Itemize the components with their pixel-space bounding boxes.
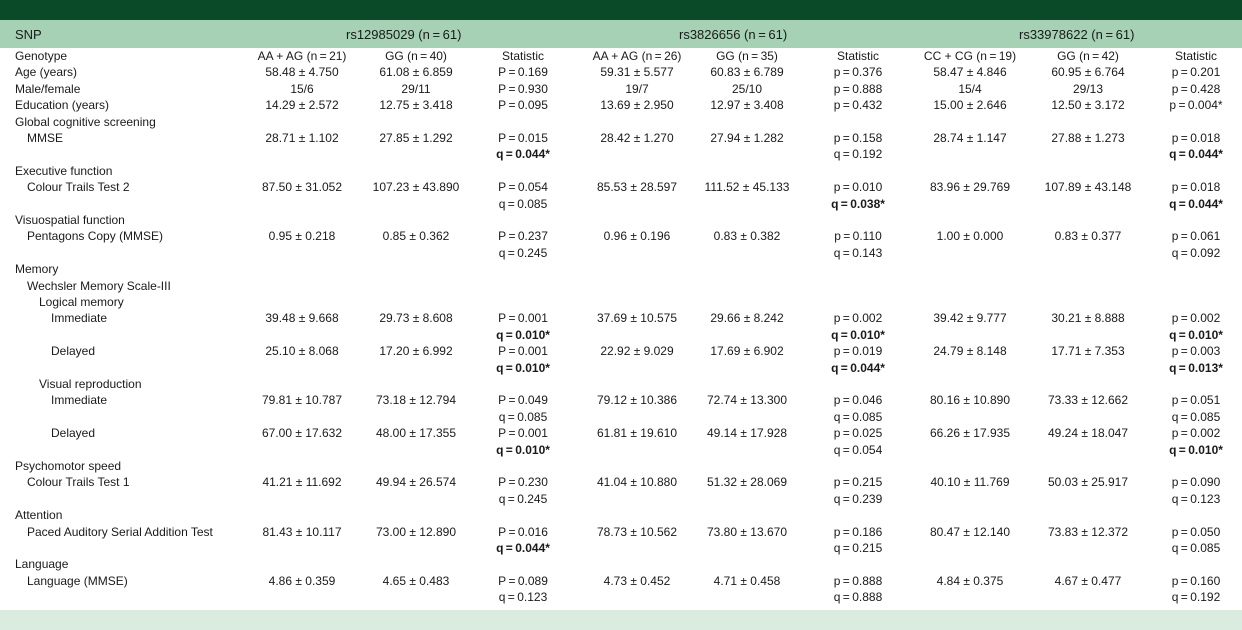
table-row <box>0 392 1242 408</box>
table-cell: 27.85 ± 1.292 <box>379 131 453 145</box>
table-row <box>0 425 1242 441</box>
table-cell: 59.31 ± 5.577 <box>600 65 674 80</box>
table-cell: q = 0.054 <box>833 442 883 457</box>
table-cell: 73.33 ± 12.662 <box>1048 393 1128 408</box>
table-cell: P = 0.237 <box>498 229 548 244</box>
table-cell: q = 0.010* <box>496 360 550 375</box>
header-group-rs3826656: rs3826656 (n = 61) <box>679 27 788 42</box>
table-cell: p = 0.010 <box>833 180 883 195</box>
table-row <box>0 64 1242 80</box>
table-cell: P = 0.016 <box>498 524 548 539</box>
row-label: Immediate <box>51 393 108 408</box>
table-row <box>0 458 1242 474</box>
table-cell: q = 0.085 <box>1171 541 1221 555</box>
table-cell: q = 0.215 <box>833 541 883 555</box>
table-cell: 25.10 ± 8.068 <box>265 344 339 359</box>
table-cell: 40.10 ± 11.769 <box>930 475 1010 490</box>
table-cell: 79.81 ± 10.787 <box>262 393 342 408</box>
table-cell: 73.00 ± 12.890 <box>376 524 456 539</box>
table-cell: p = 0.186 <box>833 524 883 539</box>
table-cell: 37.69 ± 10.575 <box>597 311 677 326</box>
table-cell: q = 0.044* <box>496 147 550 162</box>
table-cell: 19/7 <box>625 81 649 96</box>
table-row <box>0 474 1242 490</box>
table-cell: 80.47 ± 12.140 <box>930 524 1010 539</box>
table-cell: q = 0.192 <box>1171 590 1221 605</box>
table-cell: 0.83 ± 0.377 <box>1054 229 1122 244</box>
table-cell: 107.89 ± 43.148 <box>1044 180 1132 195</box>
table-row <box>0 278 1242 294</box>
table-cell: 49.14 ± 17.928 <box>707 426 787 441</box>
table-cell: 73.83 ± 12.372 <box>1048 524 1128 539</box>
table-cell: 61.81 ± 19.610 <box>597 426 677 441</box>
table-body <box>0 48 1242 608</box>
row-label: Pentagons Copy (MMSE) <box>27 229 164 244</box>
row-label: Attention <box>15 508 63 523</box>
row-label: Global cognitive screening <box>15 114 156 129</box>
table-row <box>0 310 1242 326</box>
table-cell: q = 0.085 <box>498 196 548 211</box>
table-cell: P = 0.001 <box>498 344 548 359</box>
table-cell: 4.86 ± 0.359 <box>268 573 336 588</box>
table-cell: q = 0.010* <box>496 442 550 457</box>
table-cell: p = 0.051 <box>1171 393 1221 408</box>
table-cell: 0.95 ± 0.218 <box>268 229 336 244</box>
table-row <box>0 130 1242 146</box>
table-cell: CC + CG (n = 19) <box>923 49 1017 63</box>
table-row <box>0 589 1242 605</box>
table-row <box>0 228 1242 244</box>
table-cell: 17.20 ± 6.992 <box>379 344 453 359</box>
table-cell: 79.12 ± 10.386 <box>597 393 677 408</box>
table-cell: 50.03 ± 25.917 <box>1048 475 1128 490</box>
table-row <box>0 196 1242 212</box>
table-cell: 51.32 ± 28.069 <box>707 475 787 490</box>
table-cell: 72.74 ± 13.300 <box>707 393 787 408</box>
table-cell: AA + AG (n = 21) <box>257 49 347 63</box>
table-cell: P = 0.001 <box>498 426 548 441</box>
table-cell: p = 0.003 <box>1171 344 1221 359</box>
table-cell: 29.66 ± 8.242 <box>710 311 784 326</box>
table-cell: p = 0.888 <box>833 81 883 96</box>
table-cell: q = 0.038* <box>831 196 885 211</box>
row-label: Psychomotor speed <box>15 459 122 473</box>
table-cell: q = 0.192 <box>833 147 883 162</box>
table-cell: q = 0.123 <box>1171 491 1221 506</box>
row-label: Delayed <box>51 426 96 441</box>
table-cell: 0.85 ± 0.362 <box>382 229 450 244</box>
table-row <box>0 507 1242 523</box>
table-row <box>0 524 1242 540</box>
table-cell: 29.73 ± 8.608 <box>379 311 453 326</box>
table-cell: p = 0.432 <box>833 98 883 113</box>
row-label: Wechsler Memory Scale-III <box>27 278 171 293</box>
table-cell: p = 0.018 <box>1171 131 1221 145</box>
table-cell: q = 0.044* <box>1169 196 1223 211</box>
table-cell: 4.65 ± 0.483 <box>382 573 450 588</box>
table-cell: 85.53 ± 28.597 <box>597 180 677 195</box>
table-cell: p = 0.002 <box>1171 311 1221 326</box>
table-row <box>0 48 1242 64</box>
row-label: MMSE <box>27 131 63 145</box>
table-cell: P = 0.230 <box>498 475 548 490</box>
table-cell: 80.16 ± 10.890 <box>930 393 1010 408</box>
table-cell: q = 0.010* <box>1169 327 1223 342</box>
table-cell: p = 0.050 <box>1171 524 1221 539</box>
table-cell: p = 0.002 <box>833 311 883 326</box>
table-row <box>0 376 1242 392</box>
table-cell: 48.00 ± 17.355 <box>376 426 456 441</box>
table-cell: q = 0.085 <box>833 409 883 424</box>
table-cell: GG (n = 42) <box>1057 49 1119 63</box>
table-cell: 27.88 ± 1.273 <box>1051 131 1125 145</box>
table-row <box>0 343 1242 359</box>
table-row <box>0 245 1242 261</box>
table-cell: q = 0.010* <box>831 327 885 342</box>
table-cell: 28.74 ± 1.147 <box>933 131 1007 145</box>
row-label: Paced Auditory Serial Addition Test <box>27 524 213 539</box>
table-cell: 60.95 ± 6.764 <box>1051 65 1125 80</box>
table-cell: Statistic <box>501 49 544 63</box>
table-cell: 28.71 ± 1.102 <box>265 131 339 145</box>
table-cell: q = 0.888 <box>833 590 883 605</box>
row-label: Language <box>15 557 69 572</box>
table-cell: 66.26 ± 17.935 <box>930 426 1010 441</box>
table-header <box>0 20 1242 48</box>
row-label: Logical memory <box>39 295 124 309</box>
table-cell: q = 0.092 <box>1171 245 1221 260</box>
table-cell: 41.21 ± 11.692 <box>262 475 342 490</box>
row-label: Visual reproduction <box>39 377 142 391</box>
table-cell: 58.48 ± 4.750 <box>265 65 339 80</box>
row-label: Colour Trails Test 2 <box>27 180 130 195</box>
table-cell: 111.52 ± 45.133 <box>704 180 790 195</box>
table-cell: P = 0.054 <box>498 180 548 195</box>
table-cell: 78.73 ± 10.562 <box>597 524 677 539</box>
table-row <box>0 491 1242 507</box>
table-cell: p = 0.110 <box>834 229 882 244</box>
table-cell: 4.71 ± 0.458 <box>713 573 781 588</box>
table-row <box>0 556 1242 572</box>
table-row <box>0 327 1242 343</box>
table-cell: p = 0.046 <box>833 393 883 408</box>
bottom-color-bar <box>0 610 1242 630</box>
table-cell: 67.00 ± 17.632 <box>262 426 342 441</box>
table-cell: 49.94 ± 26.574 <box>376 475 456 490</box>
table-cell: p = 0.158 <box>833 131 883 145</box>
table-cell: 25/10 <box>731 81 763 96</box>
table-row <box>0 97 1242 113</box>
table-row <box>0 409 1242 425</box>
table-cell: p = 0.019 <box>833 344 883 359</box>
row-label: Colour Trails Test 1 <box>27 475 130 490</box>
table-cell: 15/6 <box>290 81 314 96</box>
table-cell: 29/13 <box>1072 81 1104 96</box>
table-cell: P = 0.930 <box>498 81 548 96</box>
table-cell: p = 0.215 <box>833 475 883 490</box>
table-cell: p = 0.428 <box>1171 81 1221 96</box>
table-cell: P = 0.089 <box>498 573 548 588</box>
row-label: Executive function <box>15 163 113 178</box>
table-cell: GG (n = 35) <box>716 49 778 63</box>
table-cell: 4.84 ± 0.375 <box>936 573 1004 588</box>
table-cell: q = 0.245 <box>498 245 548 260</box>
table-row <box>0 261 1242 277</box>
table-cell: 39.48 ± 9.668 <box>265 311 339 326</box>
table-cell: 0.96 ± 0.196 <box>603 229 671 244</box>
table-row <box>0 114 1242 130</box>
table-cell: 49.24 ± 18.047 <box>1048 426 1128 441</box>
top-color-bar <box>0 0 1242 20</box>
table-cell: 27.94 ± 1.282 <box>710 131 784 145</box>
table-cell: 0.83 ± 0.382 <box>713 229 781 244</box>
row-label: Memory <box>15 262 59 277</box>
row-label: Age (years) <box>15 65 78 80</box>
table-cell: GG (n = 40) <box>385 49 447 63</box>
table-cell: 73.80 ± 13.670 <box>707 524 787 539</box>
row-label: Visuospatial function <box>15 213 125 227</box>
table-cell: 17.71 ± 7.353 <box>1051 344 1125 359</box>
table-cell: Statistic <box>836 49 879 63</box>
table-cell: p = 0.090 <box>1171 475 1221 490</box>
table-cell: AA + AG (n = 26) <box>592 49 682 63</box>
table-cell: 22.92 ± 9.029 <box>600 344 674 359</box>
table-cell: 83.96 ± 29.769 <box>930 180 1010 195</box>
table-cell: q = 0.044* <box>831 360 885 375</box>
table-cell: q = 0.143 <box>833 245 883 260</box>
table-row <box>0 442 1242 458</box>
table-cell: 12.50 ± 3.172 <box>1051 98 1125 113</box>
table-cell: p = 0.025 <box>833 426 883 441</box>
table-cell: q = 0.245 <box>498 491 548 506</box>
table-cell: 17.69 ± 6.902 <box>710 344 784 359</box>
header-group-rs12985029: rs12985029 (n = 61) <box>346 27 462 42</box>
table-row <box>0 540 1242 556</box>
table-row <box>0 81 1242 97</box>
table-cell: 12.75 ± 3.418 <box>379 98 453 113</box>
table-row <box>0 360 1242 376</box>
table-cell: p = 0.201 <box>1171 65 1221 80</box>
table-cell: 14.29 ± 2.572 <box>265 98 339 113</box>
header-group-rs33978622: rs33978622 (n = 61) <box>1019 27 1135 42</box>
table-row <box>0 146 1242 162</box>
table-cell: p = 0.018 <box>1171 180 1221 195</box>
table-cell: 73.18 ± 12.794 <box>376 393 456 408</box>
table-cell: 107.23 ± 43.890 <box>372 180 460 195</box>
table-cell: 81.43 ± 10.117 <box>262 524 342 539</box>
table-cell: P = 0.001 <box>498 311 548 326</box>
table-cell: Statistic <box>1174 49 1217 63</box>
table-cell: 41.04 ± 10.880 <box>597 475 677 490</box>
table-row <box>0 163 1242 179</box>
table-cell: q = 0.044* <box>1169 147 1223 162</box>
row-label: Immediate <box>51 311 108 326</box>
table-cell: 87.50 ± 31.052 <box>262 180 342 195</box>
table-cell: 58.47 ± 4.846 <box>933 65 1007 80</box>
table-cell: q = 0.044* <box>496 541 550 555</box>
row-label: Education (years) <box>15 98 110 113</box>
table-cell: q = 0.085 <box>1171 409 1221 424</box>
header-snp-label: SNP <box>15 27 42 42</box>
table-cell: p = 0.004* <box>1169 98 1223 113</box>
table-cell: P = 0.095 <box>498 98 548 113</box>
table-cell: 60.83 ± 6.789 <box>710 65 784 80</box>
table-cell: p = 0.888 <box>833 573 883 588</box>
table-cell: p = 0.376 <box>833 65 883 80</box>
table-cell: p = 0.061 <box>1171 229 1221 244</box>
table-cell: 15/4 <box>958 81 982 96</box>
table-cell: q = 0.123 <box>498 590 548 605</box>
table-cell: 29/11 <box>401 81 431 96</box>
table-cell: 24.79 ± 8.148 <box>933 344 1007 359</box>
table-cell: P = 0.049 <box>498 393 548 408</box>
table-cell: q = 0.239 <box>833 491 883 506</box>
table-cell: 4.73 ± 0.452 <box>603 573 671 588</box>
table-cell: q = 0.013* <box>1169 360 1223 375</box>
table-row <box>0 212 1242 228</box>
row-label: Delayed <box>51 344 96 359</box>
table-cell: 61.08 ± 6.859 <box>379 65 453 80</box>
table-row <box>0 573 1242 589</box>
table-cell: 39.42 ± 9.777 <box>933 311 1007 326</box>
table-cell: P = 0.169 <box>498 65 548 80</box>
table-cell: 28.42 ± 1.270 <box>600 131 674 145</box>
table-cell: 4.67 ± 0.477 <box>1054 573 1122 588</box>
table-cell: q = 0.085 <box>498 409 548 424</box>
table-cell: q = 0.010* <box>496 327 550 342</box>
table-cell: p = 0.160 <box>1171 573 1221 588</box>
row-label: Genotype <box>15 49 68 63</box>
row-label: Male/female <box>15 81 81 96</box>
table-cell: 12.97 ± 3.408 <box>710 98 784 113</box>
row-label: Language (MMSE) <box>27 573 128 588</box>
table-cell: p = 0.002 <box>1171 426 1221 441</box>
table-cell: q = 0.010* <box>1169 442 1223 457</box>
table-cell: 13.69 ± 2.950 <box>600 98 674 113</box>
table-cell: 30.21 ± 8.888 <box>1051 311 1125 326</box>
table-cell: 15.00 ± 2.646 <box>933 98 1007 113</box>
table-cell: P = 0.015 <box>498 131 548 145</box>
table-row <box>0 179 1242 195</box>
table-cell: 1.00 ± 0.000 <box>936 229 1004 244</box>
table-row <box>0 294 1242 310</box>
